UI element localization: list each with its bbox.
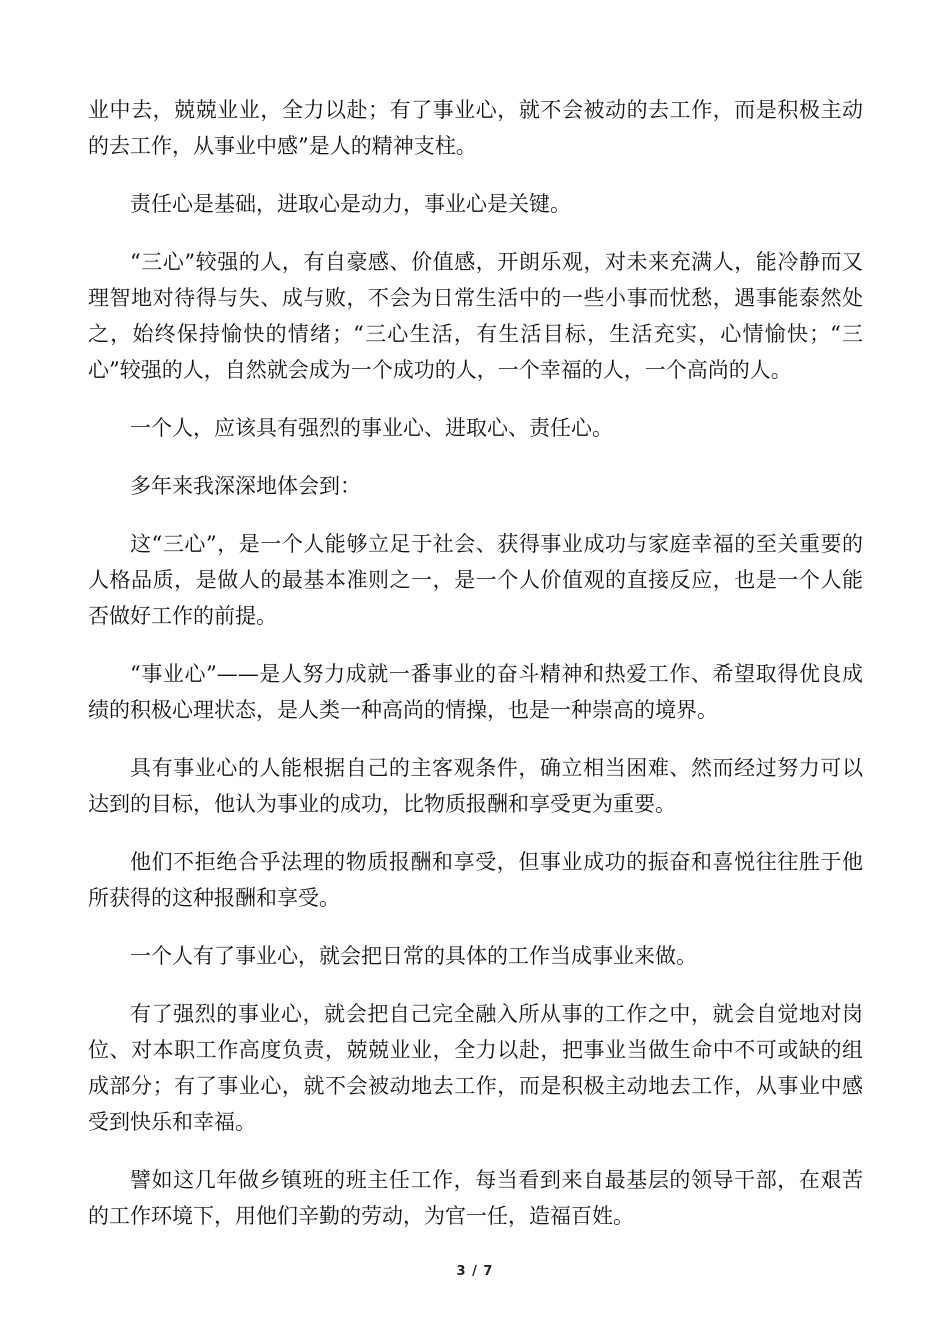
paragraph-9: 他们不拒绝合乎法理的物质报酬和享受，但事业成功的振奋和喜悦往往胜于他所获得的这种报酬和享受。 [88, 850, 863, 910]
paragraph-12: 譬如这几年做乡镇班的班主任工作，每当看到来自最基层的领导干部，在艰苦的工作环境下，用他们辛勤的劳动，为官一任，造福百姓。 [88, 1168, 863, 1228]
paragraph-10: 一个人有了事业心，就会把日常的具体的工作当成事业来做。 [130, 944, 697, 968]
paragraph-7: “事业心”——是人努力成就一番事业的奋斗精神和热爱工作、希望取得优良成绩的积极心理状态，是人类一种高尚的情操，也是一种崇高的境界。 [88, 662, 863, 722]
paragraph-3: “三心”较强的人，有自豪感、价值感，开朗乐观，对未来充满人，能冷静而又理智地对待得与失、成与败，不会为日常生活中的一些小事而忧愁，遇事能泰然处之，始终保持愉快的情绪；“三心生活，有生活目标，生活充实，心情愉快；“三心”较强的人，自然就会成为一个成功的人，一个幸福的人，一个高尚的人。 [88, 250, 863, 382]
document-page [88, 92, 863, 1256]
paragraph-11: 有了强烈的事业心，就会把自己完全融入所从事的工作之中，就会自觉地对岗位、对本职工作高度负责，兢兢业业，全力以赴，把事业当做生命中不可或缺的组成部分；有了事业心，就不会被动地去工作，而是积极主动地去工作，从事业中感受到快乐和幸福。 [88, 1002, 863, 1134]
paragraph-2: 责任心是基础，进取心是动力，事业心是关键。 [130, 192, 571, 216]
paragraph-4: 一个人，应该具有强烈的事业心、进取心、责任心。 [130, 416, 613, 440]
paragraph-1: 业中去，兢兢业业，全力以赴；有了事业心，就不会被动的去工作，而是积极主动的去工作，从事业中感”是人的精神支柱。 [88, 98, 863, 158]
paragraph-5: 多年来我深深地体会到： [130, 474, 361, 498]
paragraph-8: 具有事业心的人能根据自己的主客观条件，确立相当困难、然而经过努力可以达到的目标，他认为事业的成功，比物质报酬和享受更为重要。 [88, 756, 863, 816]
page-number: 3 / 7 [456, 1264, 494, 1279]
paragraph-6: 这“三心”，是一个人能够立足于社会、获得事业成功与家庭幸福的至关重要的人格品质，是做人的最基本准则之一，是一个人价值观的直接反应，也是一个人能否做好工作的前提。 [88, 532, 863, 628]
